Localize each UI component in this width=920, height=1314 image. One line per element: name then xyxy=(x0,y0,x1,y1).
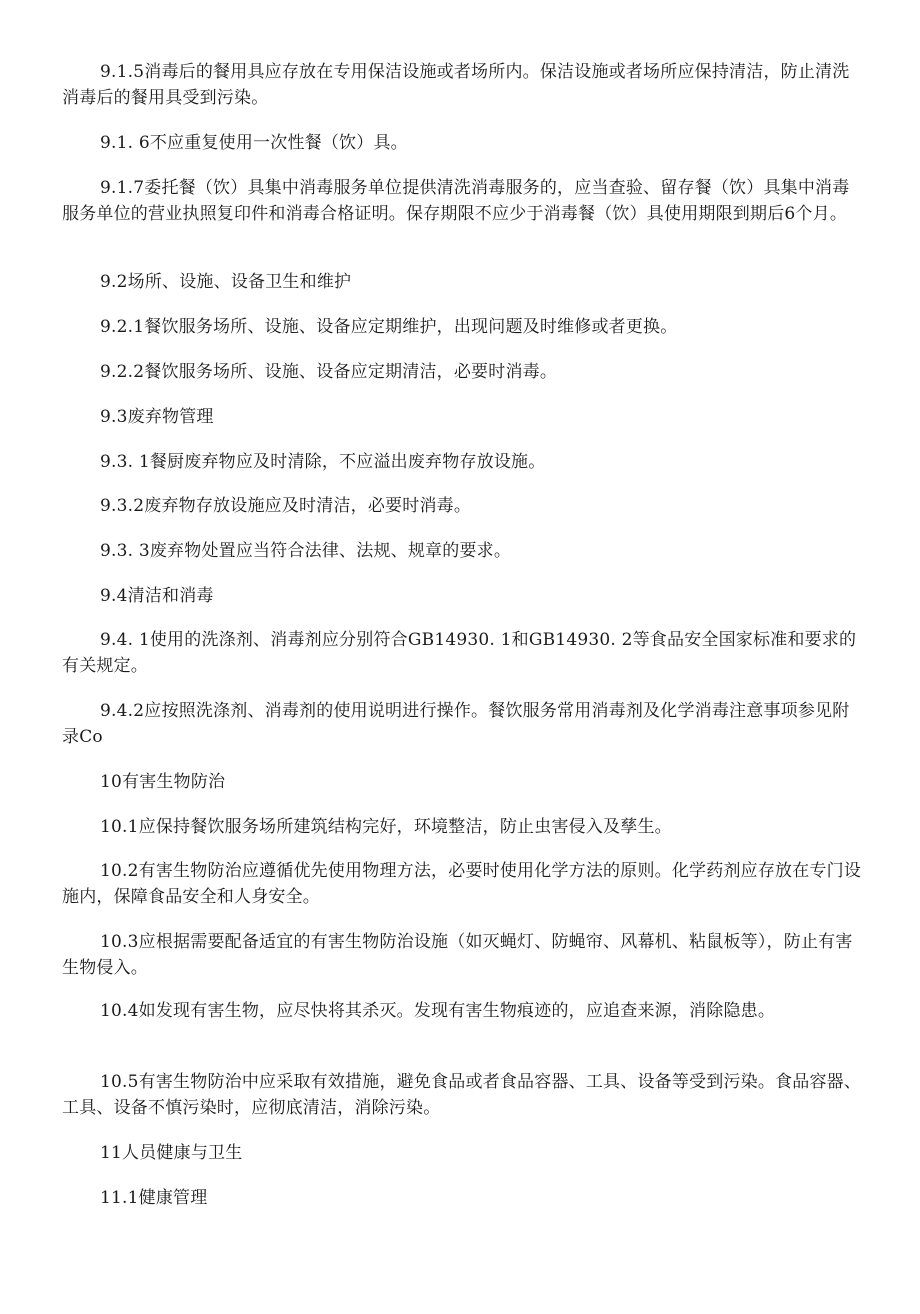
heading-9-3: 9.3废弃物管理 xyxy=(100,407,214,427)
paragraph-9-1-7: 9.1.7委托餐（饮）具集中消毒服务单位提供清洗消毒服务的，应当查验、留存餐（饮）具集中消毒服务单位的营业执照复印件和消毒合格证明。保存期限不应少于消毒餐（饮）具使用期限到期后6个月。 xyxy=(62,178,850,224)
heading-9-4: 9.4清洁和消毒 xyxy=(100,586,214,606)
heading-11: 11人员健康与卫生 xyxy=(100,1143,243,1163)
paragraph-10-1: 10.1应保持餐饮服务场所建筑结构完好，环境整洁，防止虫害侵入及孳生。 xyxy=(100,817,672,837)
paragraph-10-5: 10.5有害生物防治中应采取有效措施，避免食品或者食品容器、工具、设备等受到污染。食品容器、工具、设备不慎污染时，应彻底清洁，消除污染。 xyxy=(62,1072,862,1118)
paragraph-10-2: 10.2有害生物防治应遵循优先使用物理方法，必要时使用化学方法的原则。化学药剂应存放在专门设施内，保障食品安全和人身安全。 xyxy=(62,861,862,907)
heading-10: 10有害生物防治 xyxy=(100,772,226,792)
paragraph-10-3: 10.3应根据需要配备适宜的有害生物防治设施（如灭蝇灯、防蝇帘、风幕机、粘鼠板等），防止有害生物侵入。 xyxy=(62,932,853,978)
paragraph-9-2-1: 9.2.1餐饮服务场所、设施、设备应定期维护，出现问题及时维修或者更换。 xyxy=(100,317,678,337)
paragraph-9-4-2: 9.4.2应按照洗涤剂、消毒剂的使用说明进行操作。餐饮服务常用消毒剂及化学消毒注意事项参见附录Co xyxy=(62,701,850,747)
paragraph-9-1-6: 9.1. 6不应重复使用一次性餐（饮）具。 xyxy=(100,133,408,153)
paragraph-9-4-1: 9.4. 1使用的洗涤剂、消毒剂应分别符合GB14930. 1和GB14930. 2等食品安全国家标准和要求的有关规定。 xyxy=(62,630,857,676)
paragraph-9-2-2: 9.2.2餐饮服务场所、设施、设备应定期清洁，必要时消毒。 xyxy=(100,362,558,382)
heading-11-1: 11.1健康管理 xyxy=(100,1188,208,1208)
paragraph-9-3-2: 9.3.2废弃物存放设施应及时清洁，必要时消毒。 xyxy=(100,496,472,516)
paragraph-10-4: 10.4如发现有害生物，应尽快将其杀灭。发现有害生物痕迹的，应追查来源，消除隐患。 xyxy=(100,1001,776,1021)
heading-9-2: 9.2场所、设施、设备卫生和维护 xyxy=(100,272,352,292)
paragraph-9-3-1: 9.3. 1餐厨废弃物应及时清除，不应溢出废弃物存放设施。 xyxy=(100,452,546,472)
paragraph-9-3-3: 9.3. 3废弃物处置应当符合法律、法规、规章的要求。 xyxy=(100,541,512,561)
paragraph-9-1-5: 9.1.5消毒后的餐用具应存放在专用保洁设施或者场所内。保洁设施或者场所应保持清洁，防止清洗消毒后的餐用具受到污染。 xyxy=(62,62,850,108)
